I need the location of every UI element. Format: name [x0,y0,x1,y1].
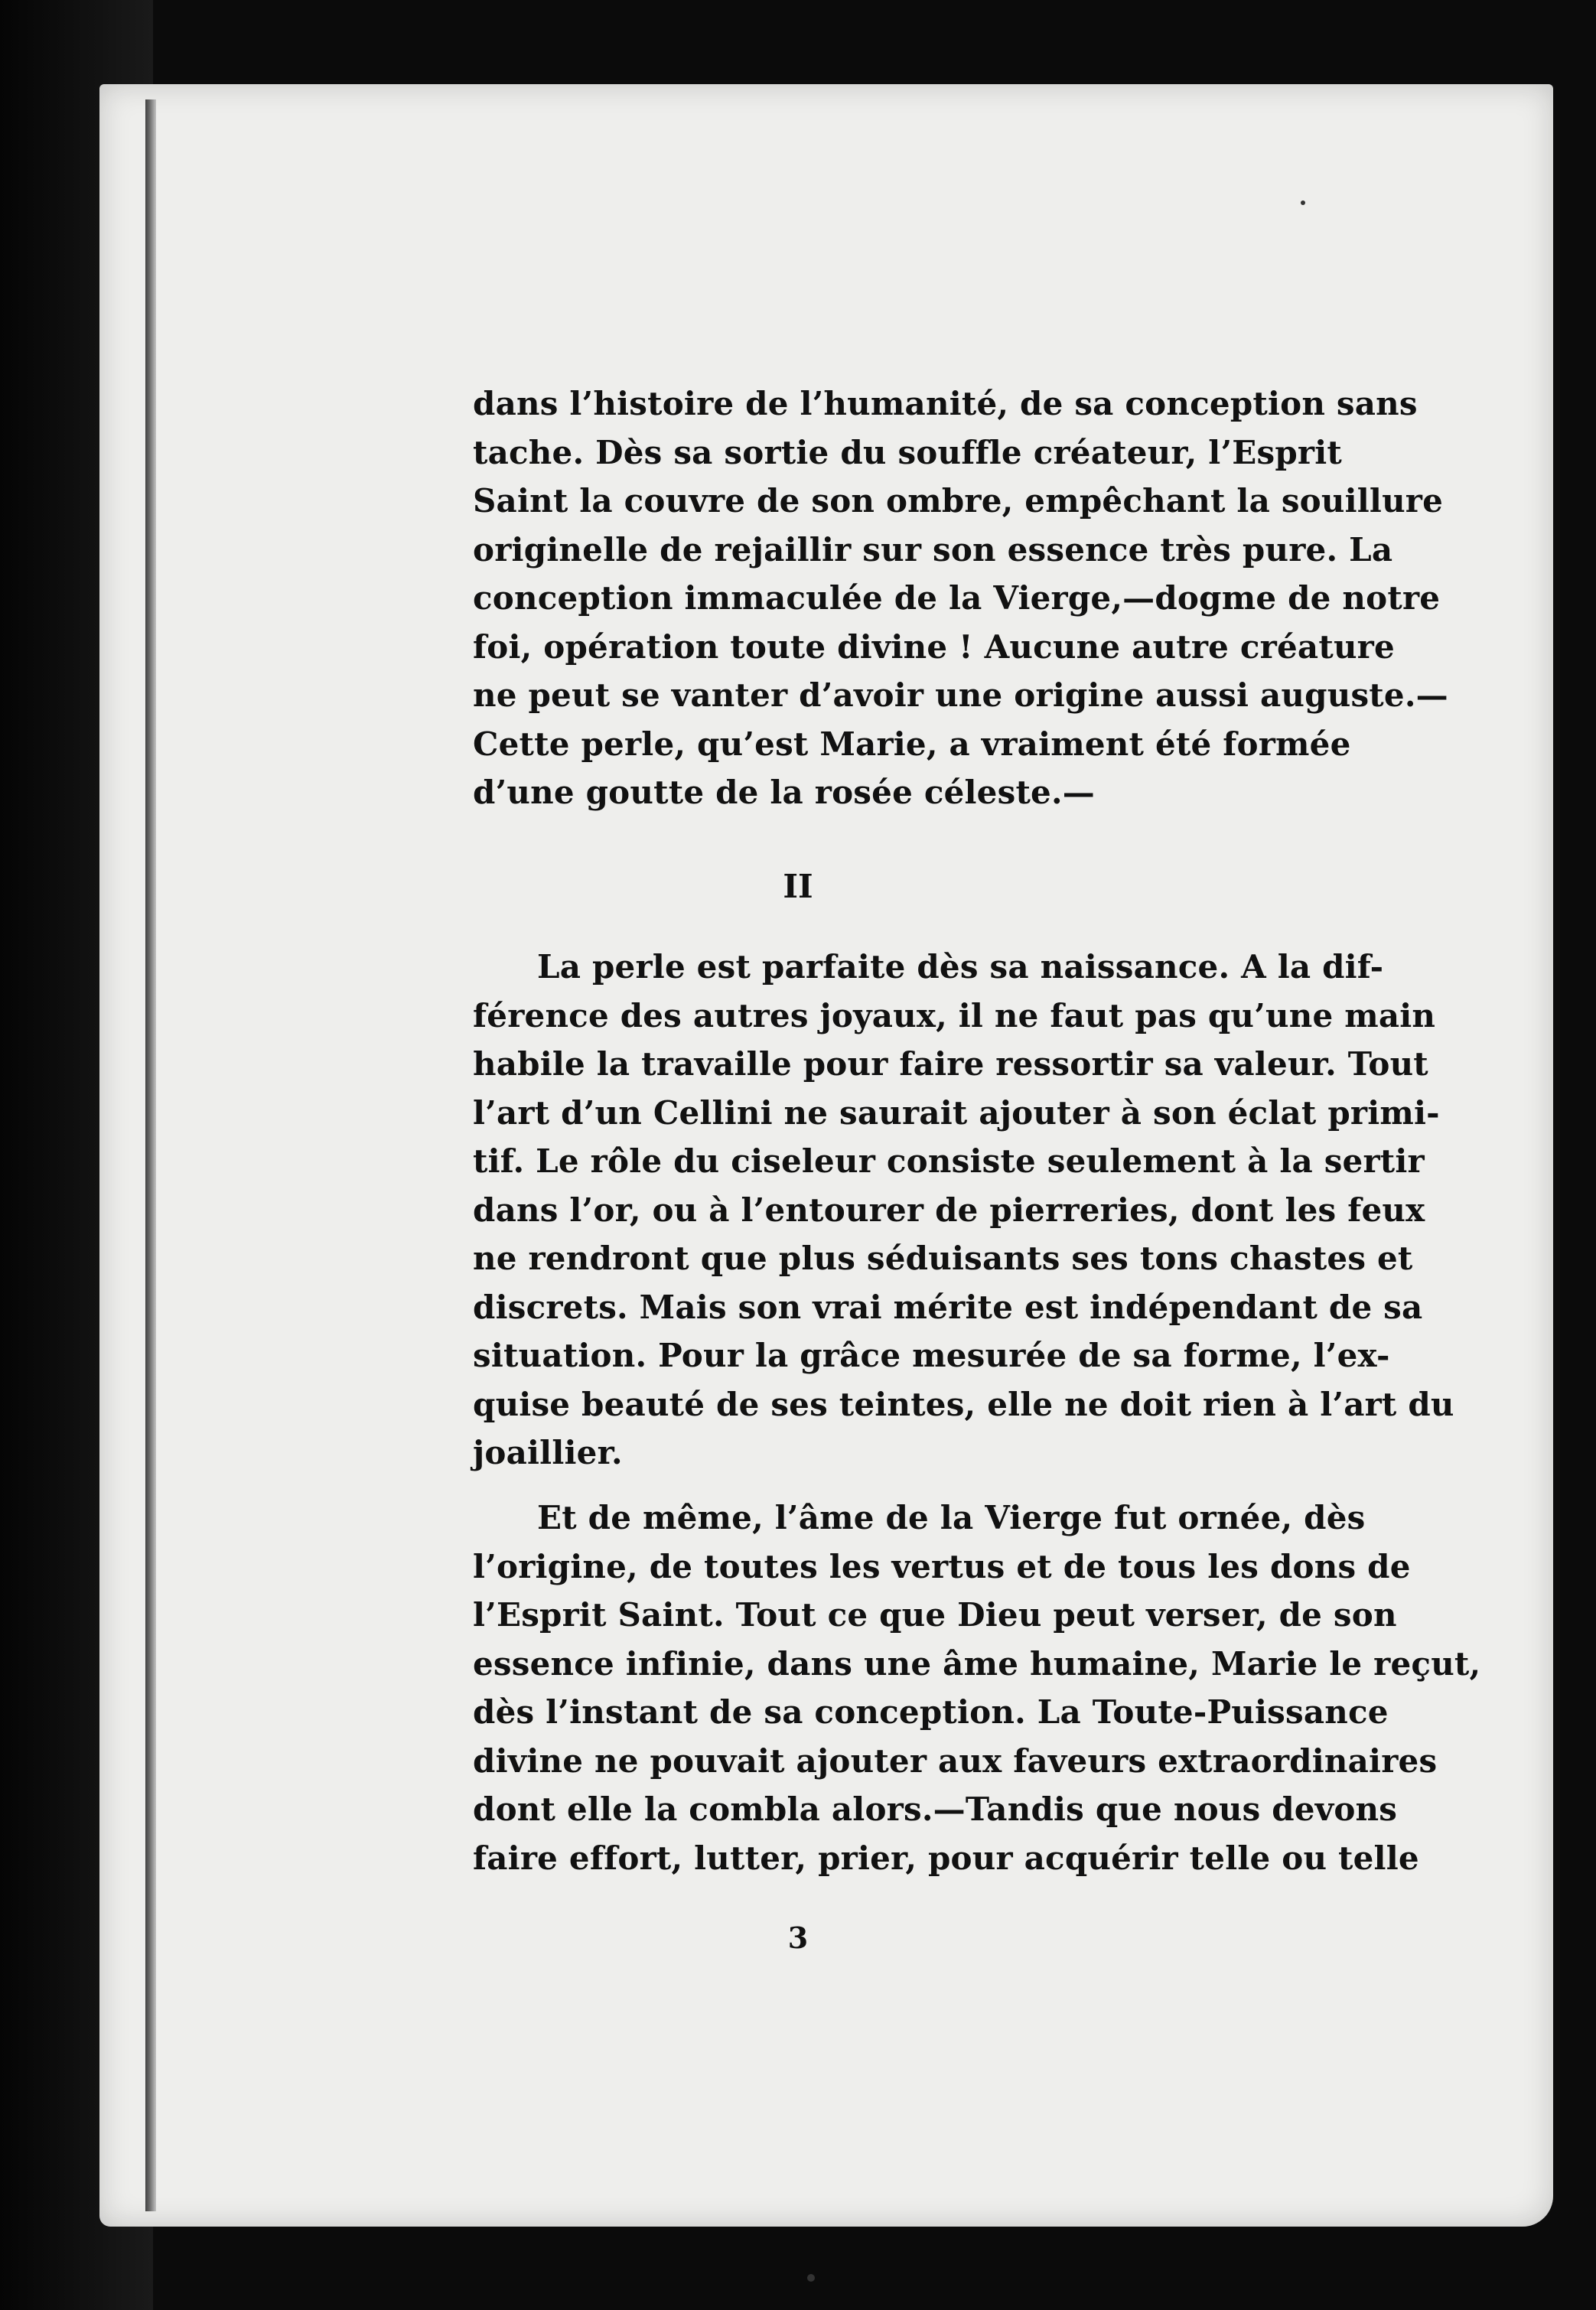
text-line: d’une goutte de la rosée céleste.— [473,774,1095,811]
text-line: l’art d’un Cellini ne saurait ajouter à son éclat primi- [473,1093,1440,1132]
text-line: férence des autres joyaux, il ne faut pas qu’une main [473,996,1436,1034]
paper-speck [1301,200,1305,205]
paragraph-continuation [473,380,1448,817]
text-line: Cette perle, qu’est Marie, a vraiment été formée [473,725,1351,763]
paragraph-virgin [473,1494,1481,1882]
section-heading: II [783,868,813,905]
text-line: discrets. Mais son vrai mérite est indépendant de sa [473,1288,1423,1326]
text-line: dès l’instant de sa conception. La Toute-Puissance [473,1693,1389,1731]
text-line: tif. Le rôle du ciseleur consiste seulement à la sertir [473,1142,1425,1180]
text-line: ne peut se vanter d’avoir une origine aussi auguste.— [473,676,1448,714]
text-line: ne rendront que plus séduisants ses tons chastes et [473,1240,1413,1277]
text-line: l’Esprit Saint. Tout ce que Dieu peut verser, de son [473,1596,1397,1634]
paragraph-pearl [473,943,1454,1478]
text-line: dans l’histoire de l’humanité, de sa conception sans [473,385,1418,422]
text-line: faire effort, lutter, prier, pour acquérir telle ou telle [473,1839,1419,1877]
text-line: La perle est parfaite dès sa naissance. A la dif- [537,948,1384,986]
paper-speck [807,2274,815,2282]
text-line: tache. Dès sa sortie du souffle créateur, l’Esprit [473,433,1342,471]
text-line: Saint la couvre de son ombre, empêchant la souillure [473,482,1444,520]
text-line: divine ne pouvait ajouter aux faveurs extraordinaires [473,1741,1438,1780]
text-line: habile la travaille pour faire ressortir sa valeur. Tout [473,1045,1428,1083]
text-line: l’origine, de toutes les vertus et de tous les dons de [473,1547,1411,1585]
text-line: dans l’or, ou à l’entourer de pierreries, dont les feux [473,1191,1425,1229]
text-line: foi, opération toute divine ! Aucune autre créature [473,627,1395,666]
text-line: conception immaculée de la Vierge,—dogme de notre [473,579,1441,617]
text-line: situation. Pour la grâce mesurée de sa forme, l’ex- [473,1337,1390,1374]
text-line: dont elle la combla alors.—Tandis que nous devons [473,1790,1398,1828]
text-line: joaillier. [473,1434,623,1471]
text-line: essence infinie, dans une âme humaine, Marie le reçut, [473,1644,1481,1683]
page-number: 3 [787,1921,809,1955]
page-binding-edge [145,99,156,2211]
text-line: quise beauté de ses teintes, elle ne doit rien à l’art du [473,1385,1454,1423]
text-line: originelle de rejaillir sur son essence très pure. La [473,530,1393,569]
text-line: Et de même, l’âme de la Vierge fut ornée, dès [537,1499,1366,1536]
